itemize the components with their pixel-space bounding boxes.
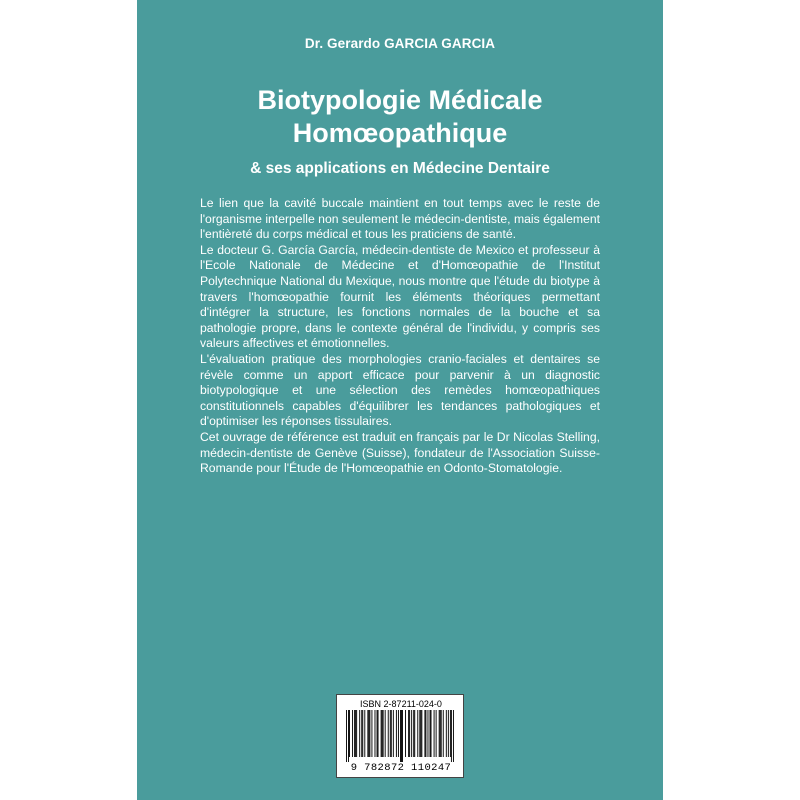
barcode-bar bbox=[443, 710, 444, 757]
barcode-bar bbox=[409, 710, 410, 757]
barcode-bar bbox=[408, 710, 409, 757]
barcode-bar bbox=[450, 710, 451, 757]
barcode-bar bbox=[414, 710, 415, 757]
barcode-bar bbox=[430, 710, 431, 757]
barcode-bar bbox=[385, 710, 386, 757]
barcode-bar bbox=[359, 710, 360, 757]
barcode-bar bbox=[348, 710, 349, 762]
book-subtitle: & ses applications en Médecine Dentaire bbox=[250, 160, 550, 177]
barcode-bar bbox=[367, 710, 368, 757]
barcode-bar bbox=[446, 710, 447, 757]
barcode-bar bbox=[425, 710, 426, 757]
barcode-bar bbox=[378, 710, 379, 757]
barcode-bar bbox=[382, 710, 383, 757]
barcode-bar bbox=[371, 710, 372, 757]
barcode-bar bbox=[448, 710, 449, 757]
barcode-bar bbox=[377, 710, 378, 757]
barcode-bar bbox=[364, 710, 365, 757]
barcode-bar bbox=[405, 710, 406, 757]
barcode-bars-icon bbox=[346, 710, 454, 762]
barcode-bar bbox=[436, 710, 437, 757]
barcode-bar bbox=[368, 710, 369, 757]
barcode-bar bbox=[398, 710, 399, 757]
title-line-2: Homœopathique bbox=[292, 118, 508, 148]
barcode-bar bbox=[428, 710, 429, 757]
book-title bbox=[137, 84, 663, 150]
barcode-bar bbox=[440, 710, 441, 757]
barcode-bar bbox=[349, 710, 350, 757]
author-name: Dr. Gerardo GARCIA GARCIA bbox=[304, 36, 496, 51]
barcode-bar bbox=[453, 710, 454, 762]
barcode-bar bbox=[419, 710, 420, 757]
barcode-bar bbox=[441, 710, 442, 757]
barcode-bar bbox=[352, 710, 353, 757]
barcode-bar bbox=[346, 710, 347, 762]
barcode-bar bbox=[400, 710, 401, 762]
barcode-bar bbox=[424, 710, 425, 757]
barcode-bar bbox=[375, 710, 376, 757]
barcode-bar bbox=[381, 710, 382, 757]
barcode-bar bbox=[402, 710, 403, 762]
blurb-text bbox=[200, 196, 600, 477]
barcode-bar bbox=[411, 710, 412, 757]
isbn-label: ISBN 2-87211-024-0 bbox=[360, 699, 442, 709]
barcode-bar bbox=[451, 710, 452, 762]
barcode-bar bbox=[396, 710, 397, 757]
barcode-bar bbox=[388, 710, 389, 757]
barcode-bar bbox=[361, 710, 362, 757]
blurb-paragraph-2: Le docteur G. García García, médecin-dentiste de Mexico et professeur à l'Ecole Nationale de Médecine et d'Homœopathie de l'Institut Polytechnique National du Mexique, nous montre que l'étude du biotype à travers l'homœopathie fournit les éléments théoriques permettant d'intégrer la structure, les fonctions normales de la bouche et sa pathologie propre, dans le contexte général de l'individu, y compris ses valeurs affectives et émotionnelles. bbox=[200, 242, 600, 351]
barcode-bar bbox=[369, 710, 370, 757]
barcode-bar bbox=[390, 710, 391, 757]
barcode-bar bbox=[421, 710, 422, 757]
barcode-bar bbox=[401, 710, 402, 762]
barcode-bar bbox=[383, 710, 384, 757]
barcode-bar bbox=[420, 710, 421, 757]
blurb-paragraph-4: Cet ouvrage de référence est traduit en français par le Dr Nicolas Stelling, médecin-dentiste de Genève (Suisse), fondateur de l'Association Suisse-Romande pour l'Étude de l'Homœopathie en Odonto-Stomatologie. bbox=[200, 429, 600, 476]
barcode-bar bbox=[393, 710, 394, 757]
barcode-bar bbox=[355, 710, 356, 757]
barcode-bar bbox=[356, 710, 357, 757]
barcode-bar bbox=[431, 710, 432, 757]
barcode-bar bbox=[354, 710, 355, 757]
blurb-paragraph-1: Le lien que la cavité buccale maintient en tout temps avec le reste de l'organisme interpelle non seulement le médecin-dentiste, mais également l'entièreté du corps médical et tous les praticiens de santé. bbox=[200, 196, 600, 242]
barcode-bar bbox=[434, 710, 435, 757]
barcode-bar bbox=[417, 710, 418, 757]
barcode-bar bbox=[362, 710, 363, 757]
title-line-1: Biotypologie Médicale bbox=[257, 85, 543, 115]
barcode-bar bbox=[439, 710, 440, 757]
blurb-paragraph-3: L'évaluation pratique des morphologies cranio-faciales et dentaires se révèle comme un apport efficace pour parvenir à un diagnostic biotypologique et une sélection des remèdes homœopathiques constitutionnels capables d'équilibrer les tendances pathologiques et d'optimiser les réponses tissulaires. bbox=[200, 351, 600, 429]
ean-digits: 9 782872 110247 bbox=[350, 762, 452, 774]
book-back-cover bbox=[137, 0, 663, 800]
barcode-bar bbox=[413, 710, 414, 757]
isbn-barcode bbox=[336, 694, 464, 778]
barcode-bar bbox=[391, 710, 392, 757]
